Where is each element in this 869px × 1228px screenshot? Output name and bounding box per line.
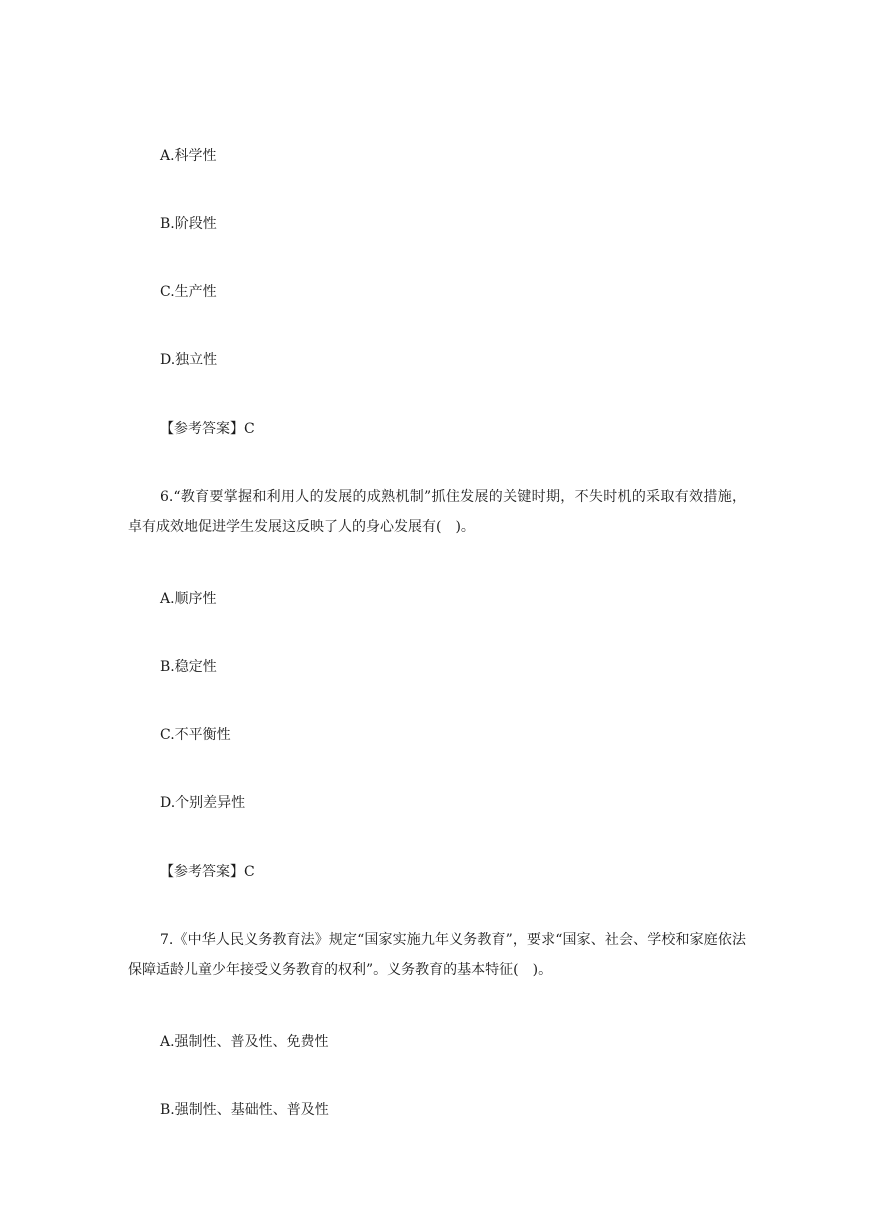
answer-q6: 【参考答案】C bbox=[160, 864, 255, 880]
option-b-q6: B.稳定性 bbox=[160, 659, 217, 675]
option-b-q7: B.强制性、基础性、普及性 bbox=[160, 1102, 329, 1118]
option-d-q5: D.独立性 bbox=[160, 352, 218, 368]
option-b-q5: B.阶段性 bbox=[160, 216, 217, 232]
option-c-q5: C.生产性 bbox=[160, 284, 217, 300]
option-a-q7: A.强制性、普及性、免费性 bbox=[160, 1034, 329, 1050]
answer-q5: 【参考答案】C bbox=[160, 421, 255, 437]
option-a-q5: A.科学性 bbox=[160, 148, 217, 164]
question-6: 6.“教育要掌握和利用人的发展的成熟机制”抓住发展的关键时期，不失时机的采取有效措施，卓有成效地促进学生发展这反映了人的身心发展有( )。 bbox=[128, 489, 746, 535]
option-a-q6: A.顺序性 bbox=[160, 591, 217, 607]
question-7: 7.《中华人民义务教育法》规定“国家实施九年义务教育”，要求“国家、社会、学校和家庭依法保障适龄儿童少年接受义务教育的权利”。义务教育的基本特征( )。 bbox=[128, 932, 746, 978]
option-c-q6: C.不平衡性 bbox=[160, 727, 231, 743]
option-d-q6: D.个别差异性 bbox=[160, 795, 246, 811]
